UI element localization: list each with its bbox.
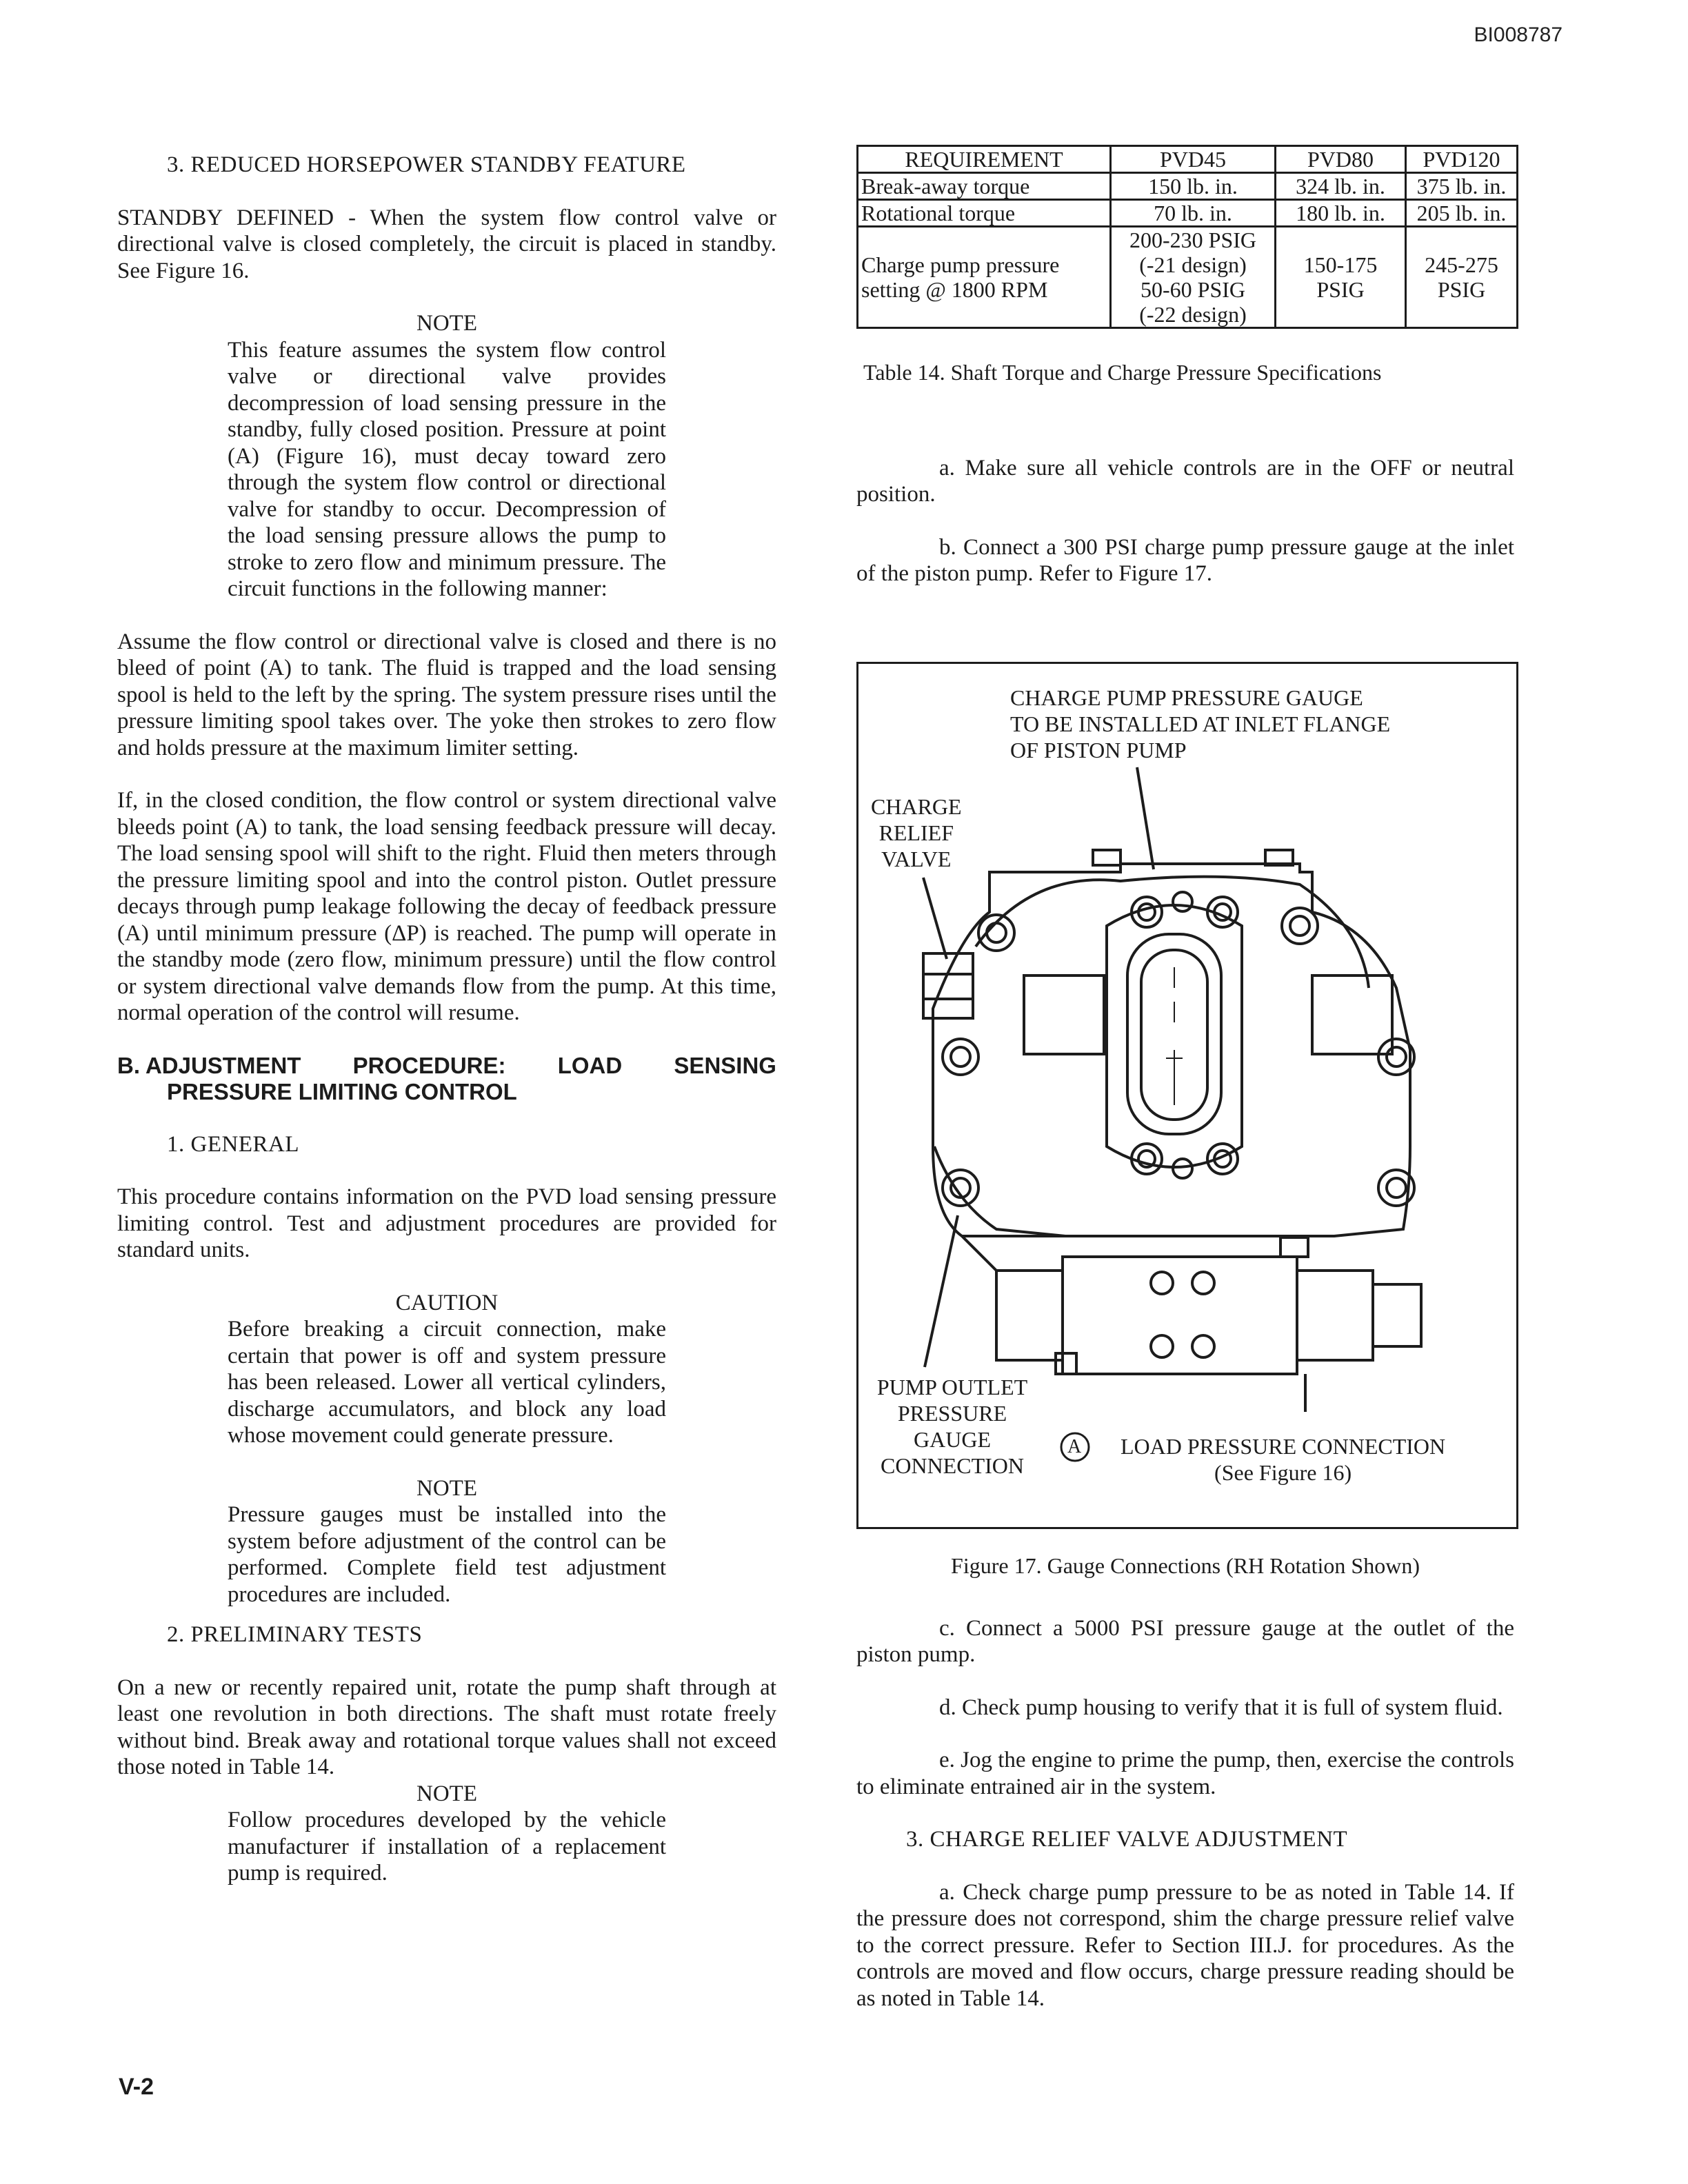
table-cell-line: 150-175 (1303, 252, 1378, 277)
note-1-body: This feature assumes the system flow control valve or directional valve provides decompression of load sensing pressure in the standby, fully closed position. Pressure at point (A) (Figure 16), must decay toward zero through the system flow control or directional valve for standby to occur. Decompression of the load sensing pressure allows the pump to stroke to zero flow and minimum pressure. The circuit functions in the following manner: (228, 337, 666, 601)
relief-label-line: VALVE (881, 847, 952, 871)
table-row (858, 227, 1518, 328)
relief-label-line: CHARGE (871, 794, 962, 819)
left-flange (1024, 975, 1104, 1054)
control-bolt (1192, 1272, 1214, 1294)
load-marker-letter: A (1067, 1436, 1082, 1457)
table-cell-line: (-22 design) (1139, 302, 1247, 327)
right-column-bottom (856, 1553, 1514, 2038)
load-fitting (1280, 1237, 1308, 1257)
relief-label (871, 793, 962, 872)
table-header: PVD120 (1406, 146, 1518, 173)
table-cell-line: PSIG (1316, 277, 1365, 302)
table-cell: 324 lb. in. (1276, 173, 1406, 200)
step-e-text: e. Jog the engine to prime the pump, then, exercise the controls to eliminate entrained air in the system. (856, 1748, 1514, 1799)
table-cell: 180 lb. in. (1276, 200, 1406, 227)
table-cell-line: 200-230 PSIG (1129, 228, 1256, 252)
bolt (1282, 908, 1318, 944)
standby-paragraph: STANDBY DEFINED - When the system flow control valve or directional valve is closed completely, the circuit is placed in standby. See Figure 16. (117, 205, 776, 283)
control-bolt (1192, 1335, 1214, 1357)
control-bolt (1151, 1335, 1173, 1357)
housing-bottom-contour (934, 1146, 1065, 1236)
section-b-heading (117, 1053, 776, 1105)
table-cell (1111, 227, 1276, 328)
section-b-heading-line-2: PRESSURE LIMITING CONTROL (167, 1078, 517, 1104)
note-3-body: Follow procedures developed by the vehicle manufacturer if installation of a replacement pump is required. (228, 1808, 666, 1885)
table-header-row (858, 146, 1518, 173)
table-cell-line: PSIG (1437, 277, 1486, 302)
note-3-label: NOTE (416, 1781, 477, 1806)
relief-leader-line (923, 878, 947, 959)
section-1-heading: 1. GENERAL (167, 1131, 299, 1157)
section-b-heading-part-4: SENSING (674, 1052, 776, 1078)
table-cell: 70 lb. in. (1111, 200, 1276, 227)
right-column-top (856, 145, 1514, 614)
load-label-line: LOAD PRESSURE CONNECTION (1121, 1434, 1446, 1459)
table-cell-line: Charge pump pressure (861, 252, 1060, 277)
outlet-leader-line (925, 1215, 958, 1367)
step-d-text: d. Check pump housing to verify that it is full of system fluid. (939, 1695, 1503, 1720)
section-3-heading: 3. REDUCED HORSEPOWER STANDBY FEATURE (167, 152, 686, 177)
relief-valve-body (923, 953, 973, 1018)
right-flange (1312, 975, 1392, 1054)
load-label (1121, 1433, 1445, 1486)
gauge-label-line: CHARGE PUMP PRESSURE GAUGE (1010, 685, 1363, 710)
table-row (858, 200, 1518, 227)
relief-step-a (856, 1879, 1514, 2012)
step-c-text: c. Connect a 5000 PSI pressure gauge at the outlet of the piston pump. (856, 1615, 1514, 1667)
bolt (1132, 1144, 1162, 1174)
gauge-label-line: OF PISTON PUMP (1010, 738, 1187, 762)
section-b-heading-part-3: LOAD (557, 1052, 623, 1078)
outlet-label-line: CONNECTION (881, 1453, 1024, 1478)
table-cell (858, 227, 1111, 328)
bolt (943, 1039, 978, 1075)
closed-condition-paragraph: If, in the closed condition, the flow control or system directional valve bleeds point (A) to tank, the load sensing feedback pressure will decay. The load sensing spool will shift to the right. Fluid then meters through the pressure limiting spool and into the control piston. Outlet pressure decays through pump leakage following the decay of feedback pressure (A) until minimum pressure (ΔP) is reached. The pump will operate in the standby mode (zero flow, minimum pressure) until the flow control or system directional valve demands flow from the pump. At this time, normal operation of the control will resume. (117, 788, 776, 1025)
note-2-body: Pressure gauges must be installed into the system before adjustment of the control can be performed. Complete field test adjustment procedures are included. (228, 1502, 666, 1607)
table-cell: 150 lb. in. (1111, 173, 1276, 200)
table-cell-line: setting @ 1800 RPM (861, 277, 1048, 302)
step-d (856, 1695, 1514, 1721)
control-cap (1373, 1284, 1421, 1346)
step-b (856, 534, 1514, 587)
caution-body: Before breaking a circuit connection, make certain that power is off and system pressure has been released. Lower all vertical cylinders, discharge accumulators, and block any load whose movement could generate pressure. (228, 1317, 666, 1448)
outlet-label (861, 1374, 1043, 1479)
table-header: PVD80 (1276, 146, 1406, 173)
figure-17 (856, 662, 1518, 1529)
table-cell (1406, 227, 1518, 328)
gauge-leader-line (1137, 767, 1154, 869)
figure-caption: Figure 17. Gauge Connections (RH Rotation Shown) (951, 1553, 1420, 1578)
table-cell-line: 50-60 PSIG (1140, 277, 1245, 302)
table-cell: Break-away torque (858, 173, 1111, 200)
housing-top-contour (976, 877, 1369, 988)
section-b-heading-part-1: B. ADJUSTMENT (117, 1052, 301, 1078)
spec-table (856, 145, 1518, 329)
table-cell: 205 lb. in. (1406, 200, 1518, 227)
control-bolt (1151, 1272, 1173, 1294)
table-cell: Rotational torque (858, 200, 1111, 227)
bolt (1173, 892, 1192, 911)
note-2-label: NOTE (416, 1475, 477, 1501)
note-1-label: NOTE (416, 311, 477, 336)
table-caption: Table 14. Shaft Torque and Charge Pressure Specifications (863, 360, 1382, 385)
top-port (1093, 850, 1121, 865)
preliminary-paragraph: On a new or recently repaired unit, rotate the pump shaft through at least one revolution in both directions. The shaft must rotate freely without bind. Break away and rotational torque values shall not exceed those noted in Table 14. (117, 1675, 776, 1779)
step-a (856, 455, 1514, 508)
table-cell (1276, 227, 1406, 328)
left-column (117, 152, 776, 1913)
step-b-text: b. Connect a 300 PSI charge pump pressure gauge at the inlet of the piston pump. Refer to Figure 17. (856, 534, 1514, 586)
page-number: V-2 (119, 2074, 154, 2100)
step-c (856, 1615, 1514, 1668)
bolt (1207, 1144, 1238, 1174)
caution-label: CAUTION (395, 1290, 499, 1315)
outlet-fitting (1056, 1353, 1076, 1374)
table-cell: 375 lb. in. (1406, 173, 1518, 200)
document-id: BI008787 (1474, 23, 1563, 46)
control-end-right (1297, 1271, 1373, 1360)
step-a-text: a. Make sure all vehicle controls are in the OFF or neutral position. (856, 455, 1514, 507)
gauge-label (1010, 685, 1390, 763)
table-row (858, 173, 1518, 200)
relief-step-a-text: a. Check charge pump pressure to be as noted in Table 14. If the pressure does not correspond, shim the charge pressure relief valve to the correct pressure. Refer to Section III.J. for procedures. As the controls are moved and flow occurs, charge pressure reading should be as noted in Table 14. (856, 1879, 1514, 2011)
control-end-left (996, 1271, 1063, 1360)
outlet-label-line: GAUGE (914, 1427, 991, 1452)
table-cell-line: (-21 design) (1139, 252, 1247, 277)
outlet-label-line: PUMP OUTLET (876, 1375, 1028, 1399)
control-edge (962, 1236, 996, 1271)
section-2-heading: 2. PRELIMINARY TESTS (167, 1622, 423, 1647)
control-block (1063, 1257, 1297, 1374)
table-cell-line: 245-275 (1425, 252, 1498, 277)
assume-paragraph: Assume the flow control or directional valve is closed and there is no bleed of point (A) to tank. The fluid is trapped and the load sensing spool is held to the left by the spring. The system pressure rises until the pressure limiting spool takes over. The yoke then strokes to zero flow and holds pressure at the maximum limiter setting. (117, 629, 776, 760)
step-e (856, 1747, 1514, 1800)
relief-label-line: RELIEF (878, 820, 954, 845)
gauge-label-line: TO BE INSTALLED AT INLET FLANGE (1010, 711, 1391, 736)
outlet-label-line: PRESSURE (897, 1401, 1007, 1426)
table-header: PVD45 (1111, 146, 1276, 173)
table-header: REQUIREMENT (858, 146, 1111, 173)
load-label-line: (See Figure 16) (1214, 1460, 1352, 1485)
general-paragraph: This procedure contains information on the PVD load sensing pressure limiting control. Test and adjustment procedures are provided for standard units. (117, 1184, 776, 1262)
section-b-heading-part-2: PROCEDURE: (352, 1052, 506, 1078)
section-3b-heading: 3. CHARGE RELIEF VALVE ADJUSTMENT (906, 1827, 1348, 1852)
bolt (978, 915, 1014, 951)
bolt (943, 1170, 978, 1206)
